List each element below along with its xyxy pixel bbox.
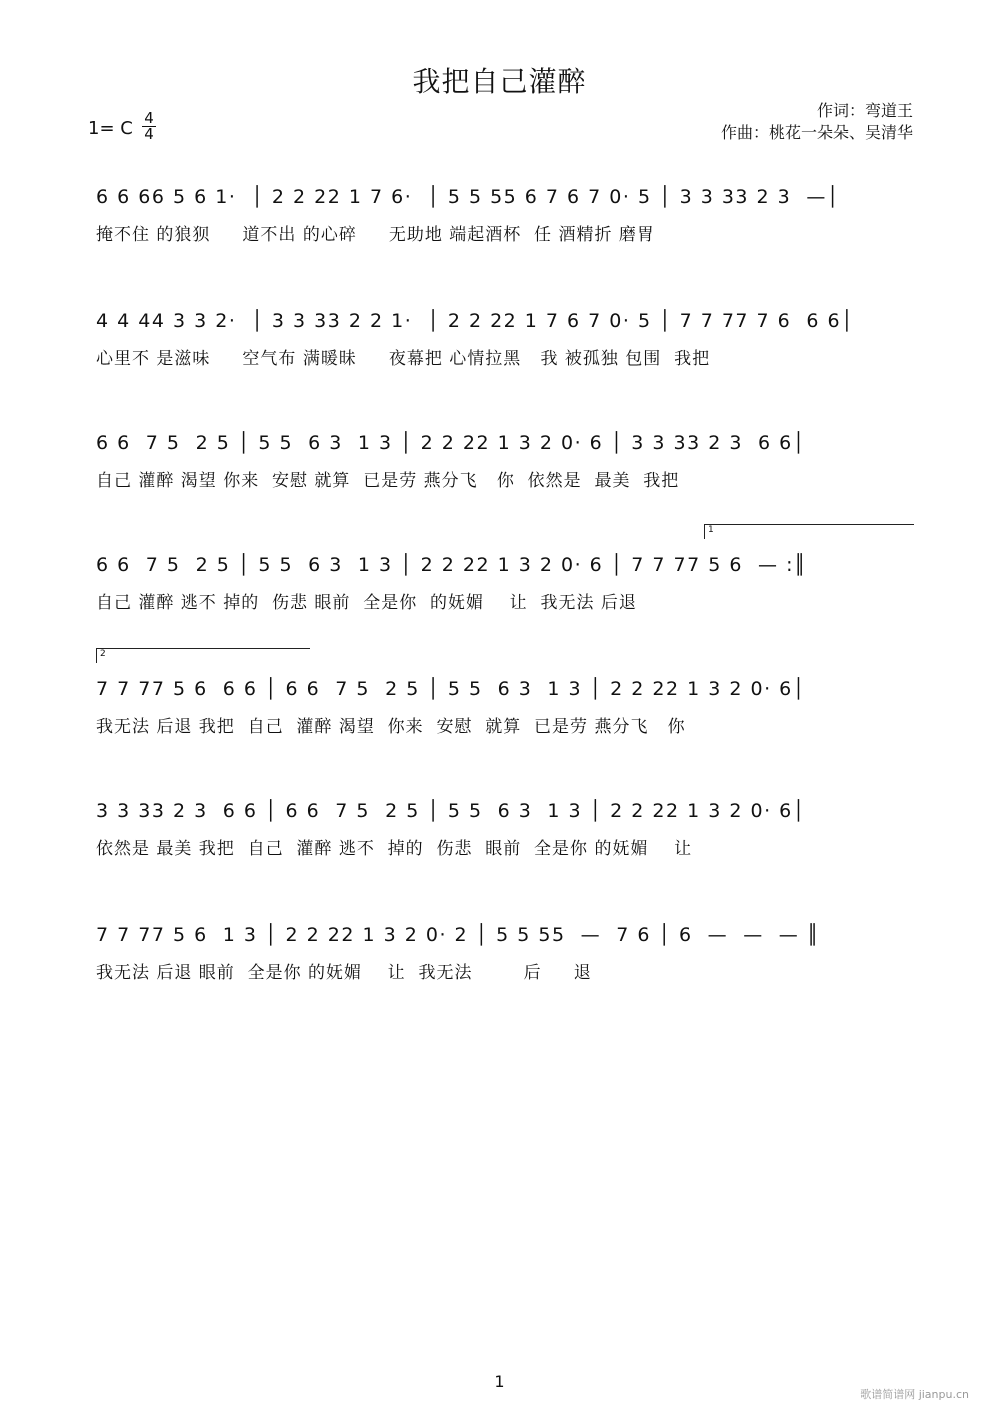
notes-line: 6 6 7 5 2 5 │ 5 5 6 3 1 3 │ 2 2 22 1 3 2 0· 6 │ 7 7 77 5 6 — :║ [96,554,807,576]
composer: 作曲：桃花一朵朵、吴清华 [720,123,913,142]
time-sig-top: 4 [144,109,154,127]
time-signature [142,109,156,143]
notes-line: 7 7 77 5 6 6 6 │ 6 6 7 5 2 5 │ 5 5 6 3 1 3 │ 2 2 22 1 3 2 0· 6│ [96,678,806,700]
watermark: 歌谱简谱网 jianpu.cn [860,1388,969,1401]
notes-line: 4 4 44 3 3 2· │ 3 3 33 2 2 1· │ 2 2 22 1 7 6 7 0· 5 │ 7 7 77 7 6 6 6│ [96,310,855,332]
lyrics-line: 掩不住 的狼狈 道不出 的心碎 无助地 端起酒杯 任 酒精折 磨胃 [96,225,655,245]
song-title: 我把自己灌醉 [412,65,587,98]
lyrics-line: 自己 灌醉 逃不 掉的 伤悲 眼前 全是你 的妩媚 让 我无法 后退 [96,593,637,613]
lyrics-line: 依然是 最美 我把 自己 灌醉 逃不 掉的 伤悲 眼前 全是你 的妩媚 让 [96,839,693,859]
notes-line: 6 6 66 5 6 1· │ 2 2 22 1 7 6· │ 5 5 55 6 7 6 7 0· 5 │ 3 3 33 2 3 —│ [96,186,840,208]
lyrics-line: 我无法 后退 我把 自己 灌醉 渴望 你来 安慰 就算 已是劳 燕分飞 你 [96,717,686,737]
page-number: 1 [494,1372,505,1391]
notes-line: 6 6 7 5 2 5 │ 5 5 6 3 1 3 │ 2 2 22 1 3 2 0· 6 │ 3 3 33 2 3 6 6│ [96,432,806,454]
notes-line: 7 7 77 5 6 1 3 │ 2 2 22 1 3 2 0· 2 │ 5 5 55 — 7 6 │ 6 — — — ║ [96,924,820,946]
notes-line: 3 3 33 2 3 6 6 │ 6 6 7 5 2 5 │ 5 5 6 3 1 3 │ 2 2 22 1 3 2 0· 6│ [96,800,806,822]
lyrics-line: 我无法 后退 眼前 全是你 的妩媚 让 我无法 后 退 [96,963,592,983]
lyrics-line: 自己 灌醉 渴望 你来 安慰 就算 已是劳 燕分飞 你 依然是 最美 我把 [96,471,680,491]
volta-bracket-1: 1 [704,524,914,539]
lyrics-line: 心里不 是滋味 空气布 满暖昧 夜幕把 心情拉黑 我 被孤独 包围 我把 [96,349,711,369]
lyricist: 作词：弯道王 [816,101,913,120]
volta-bracket-2: 2 [96,648,310,663]
time-sig-bottom: 4 [144,125,154,143]
credits [721,100,913,144]
key-signature: 1= C [88,118,133,139]
